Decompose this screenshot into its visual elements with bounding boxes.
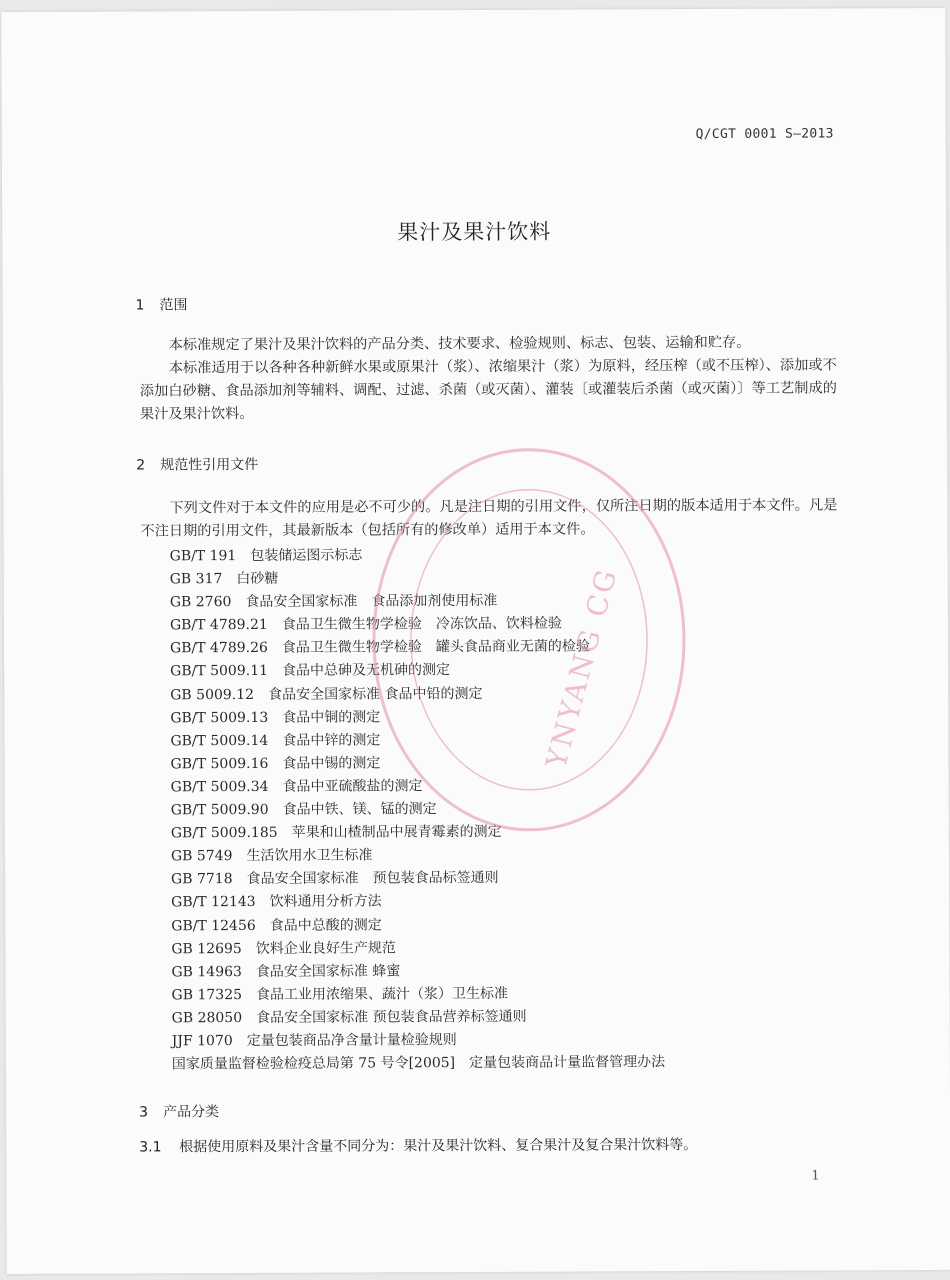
reference-code: 国家质量监督检验检疫总局第 75 号令[2005]	[171, 1055, 456, 1073]
section-number: 1	[135, 297, 145, 314]
stamp-lettering: YNYANG CG	[539, 563, 624, 772]
reference-item	[170, 566, 830, 592]
reference-code: GB 14963	[171, 963, 242, 981]
reference-item	[170, 542, 830, 568]
reference-item	[171, 820, 831, 846]
clause-number: 3.1	[139, 1139, 162, 1156]
reference-title: 食品卫生微生物学检验 冷冻饮品、饮料检验	[281, 615, 562, 634]
reference-code: GB/T 4789.21	[169, 617, 268, 634]
reference-code: GB/T 5009.16	[170, 755, 269, 773]
reference-item	[172, 1004, 832, 1030]
document-page	[1, 8, 950, 1274]
section-title: 范围	[159, 297, 188, 314]
section-1-paragraph-2: 本标准适用于以各种各种新鲜水果或原果汁（浆）、浓缩果汁（浆）为原料，经压榨（或不压榨）、添加或不添加白砂糖、食品添加剂等辅料、调配、过滤、杀菌（或灭菌）、灌装〔或灌装后杀菌（或灭菌）〕等工艺制成的果汁及果汁饮料。	[139, 357, 837, 423]
reference-title: 食品中亚硫酸盐的测定	[282, 778, 423, 795]
reference-title: 定量包装商品计量监督管理办法	[469, 1054, 666, 1072]
reference-code: GB 5749	[170, 848, 233, 865]
reference-code: GB 28050	[171, 1009, 243, 1027]
reference-item	[170, 681, 830, 707]
reference-item	[172, 1027, 832, 1053]
reference-title: 包装储运图示标志	[250, 547, 363, 564]
reference-code: GB 5009.12	[170, 686, 255, 703]
reference-title: 食品安全国家标准 预包装食品营养标签通则	[256, 1008, 527, 1026]
section-2-intro: 下列文件对于本文件的应用是必不可少的。凡是注日期的引用文件，仅所注日期的版本适用于本文件。凡是不注日期的引用文件，其最新版本（包括所有的修改单）适用于本文件。	[140, 497, 838, 540]
reference-item	[171, 773, 831, 799]
reference-title: 苹果和山楂制品中展青霉素的测定	[291, 824, 502, 841]
section-number: 3	[139, 1104, 149, 1121]
section-2-heading	[136, 454, 258, 475]
section-title: 规范性引用文件	[160, 456, 259, 474]
reference-code: GB/T 12143	[171, 894, 256, 911]
reference-code: GB/T 5009.185	[170, 824, 278, 842]
clause-3-1	[139, 1134, 697, 1156]
reference-title: 食品卫生微生物学检验 罐头食品商业无菌的检验	[281, 638, 590, 657]
reference-item	[171, 981, 831, 1007]
reference-title: 饮料通用分析方法	[269, 893, 382, 911]
reference-code: GB/T 4789.26	[169, 640, 268, 657]
reference-title: 定量包装商品净含量计量检验规则	[246, 1032, 457, 1049]
reference-title: 生活饮用水卫生标准	[246, 847, 373, 865]
reference-title: 食品安全国家标准 食品添加剂使用标准	[245, 593, 498, 611]
reference-code: GB 7718	[171, 871, 233, 888]
reference-item	[171, 843, 831, 869]
reference-code: GB/T 191	[169, 548, 237, 565]
reference-item	[171, 912, 831, 938]
reference-item	[170, 635, 830, 661]
section-3-heading	[139, 1101, 219, 1121]
reference-code: GB 317	[169, 571, 223, 588]
reference-item	[170, 612, 830, 638]
reference-code: JJF 1070	[171, 1033, 233, 1050]
reference-code: GB 2760	[169, 594, 232, 611]
reference-item	[170, 589, 830, 615]
reference-title: 食品中锡的测定	[282, 755, 381, 772]
reference-list	[170, 542, 832, 1076]
reference-item	[170, 727, 830, 753]
reference-title: 食品中总酸的测定	[269, 916, 382, 934]
reference-code: GB/T 5009.13	[170, 709, 269, 726]
reference-item	[171, 935, 831, 961]
page-number: 1	[811, 1168, 820, 1184]
reference-code: GB 17325	[171, 986, 243, 1004]
reference-title: 食品中总砷及无机砷的测定	[281, 662, 451, 680]
reference-title: 食品工业用浓缩果、蔬汁（浆）卫生标准	[255, 985, 509, 1003]
section-number: 2	[136, 457, 146, 474]
document-title: 果汁及果汁饮料	[397, 219, 552, 245]
reference-item	[172, 1051, 832, 1077]
section-1-heading	[135, 294, 187, 314]
reference-code: GB/T 5009.14	[170, 732, 269, 750]
reference-title: 食品中锌的测定	[282, 732, 381, 749]
reference-title: 食品中铜的测定	[282, 709, 381, 726]
reference-code: GB/T 5009.34	[170, 778, 269, 796]
reference-code: GB/T 5009.90	[170, 801, 269, 819]
standard-number: Q/CGT 0001 S—2013	[695, 126, 834, 143]
section-1-paragraph-1: 本标准规定了果汁及果汁饮料的产品分类、技术要求、检验规则、标志、包装、运输和贮存。	[168, 334, 751, 354]
reference-item	[171, 796, 831, 822]
clause-text: 根据使用原料及果汁含量不同分为：果汁及果汁饮料、复合果汁及复合果汁饮料等。	[179, 1137, 698, 1156]
reference-title: 食品安全国家标准 蜂蜜	[255, 963, 401, 980]
reference-title: 食品安全国家标准 预包装食品标签通则	[246, 870, 499, 888]
reference-item	[170, 750, 830, 776]
reference-code: GB 12695	[171, 940, 242, 957]
reference-item	[170, 704, 830, 730]
reference-title: 食品中铁、镁、锰的测定	[282, 801, 437, 818]
reference-code: GB/T 12456	[171, 917, 256, 934]
reference-title: 白砂糖	[236, 570, 279, 588]
reference-code: GB/T 5009.11	[170, 663, 269, 680]
reference-item	[171, 889, 831, 915]
reference-item	[171, 866, 831, 892]
reference-item	[170, 658, 830, 684]
reference-title: 食品安全国家标准 食品中铅的测定	[268, 685, 483, 703]
reference-item	[171, 958, 831, 984]
section-title: 产品分类	[163, 1104, 220, 1121]
reference-title: 饮料企业良好生产规范	[255, 939, 396, 957]
